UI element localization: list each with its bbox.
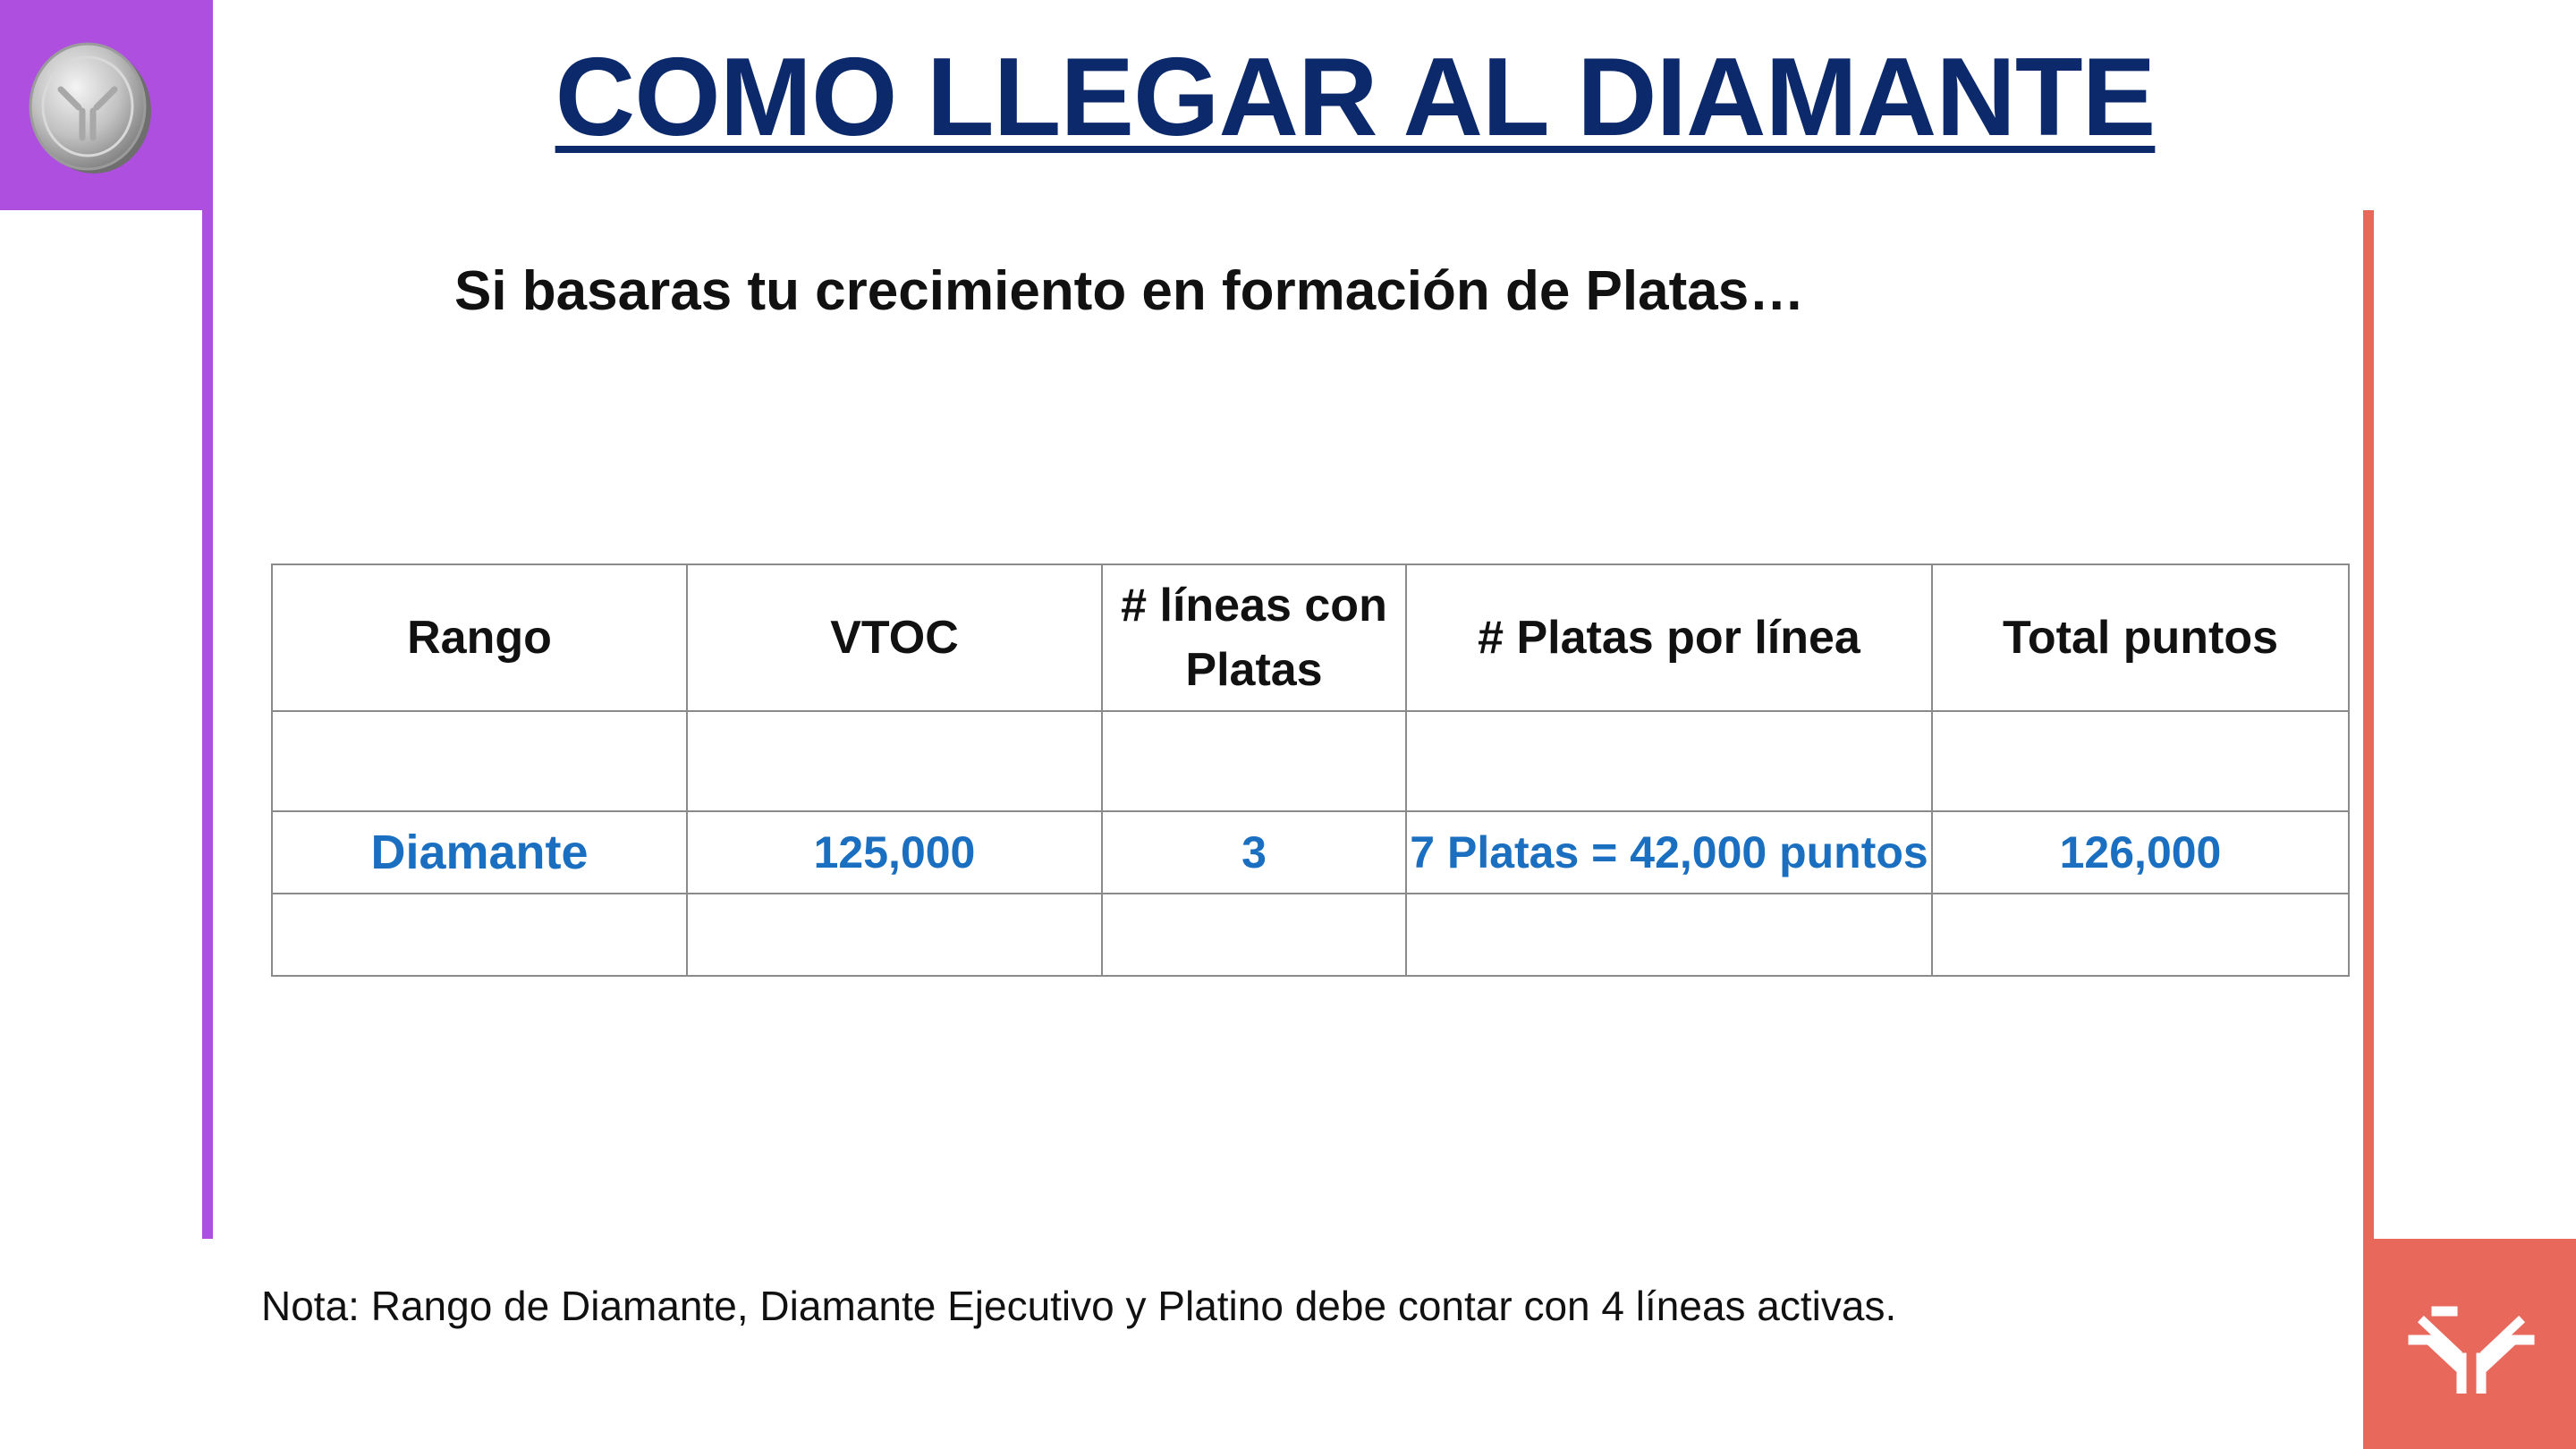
cell-vtoc: 125,000 (687, 811, 1102, 894)
table-row-empty (272, 894, 2349, 976)
accent-line-left (202, 210, 213, 1239)
table-header-row (272, 564, 2349, 711)
cell-platas-por-linea: 7 Platas = 42,000 puntos (1406, 811, 1932, 894)
table-cell (272, 711, 687, 811)
table-cell (1932, 894, 2349, 976)
table-row-diamante (272, 811, 2349, 894)
cell-total-puntos: 126,000 (1932, 811, 2349, 894)
table-cell (687, 894, 1102, 976)
table-cell (1932, 711, 2349, 811)
table-cell (1406, 711, 1932, 811)
header-platas-por-linea: # Platas por línea (1406, 564, 1932, 711)
table-cell (272, 894, 687, 976)
table-cell (1102, 894, 1406, 976)
table-cell (687, 711, 1102, 811)
page-title: COMO LLEGAR AL DIAMANTE (555, 36, 2156, 159)
cell-lineas: 3 (1102, 811, 1406, 894)
header-rango: Rango (272, 564, 687, 711)
table-row-empty (272, 711, 2349, 811)
accent-line-right (2363, 210, 2374, 1239)
footnote: Nota: Rango de Diamante, Diamante Ejecutivo y Platino debe contar con 4 líneas activas. (261, 1283, 1897, 1329)
subtitle: Si basaras tu crecimiento en formación de Platas… (454, 260, 1805, 322)
table-cell (1102, 711, 1406, 811)
cell-rango: Diamante (272, 811, 687, 894)
header-lineas-line1: # líneas con (1121, 580, 1387, 631)
header-total-puntos: Total puntos (1932, 564, 2349, 711)
brand-logo-icon (2404, 1304, 2538, 1394)
header-lineas-line2: Platas (1185, 644, 1323, 696)
ranks-table (271, 564, 2350, 977)
header-lineas (1102, 564, 1406, 711)
table-cell (1406, 894, 1932, 976)
header-vtoc: VTOC (687, 564, 1102, 711)
